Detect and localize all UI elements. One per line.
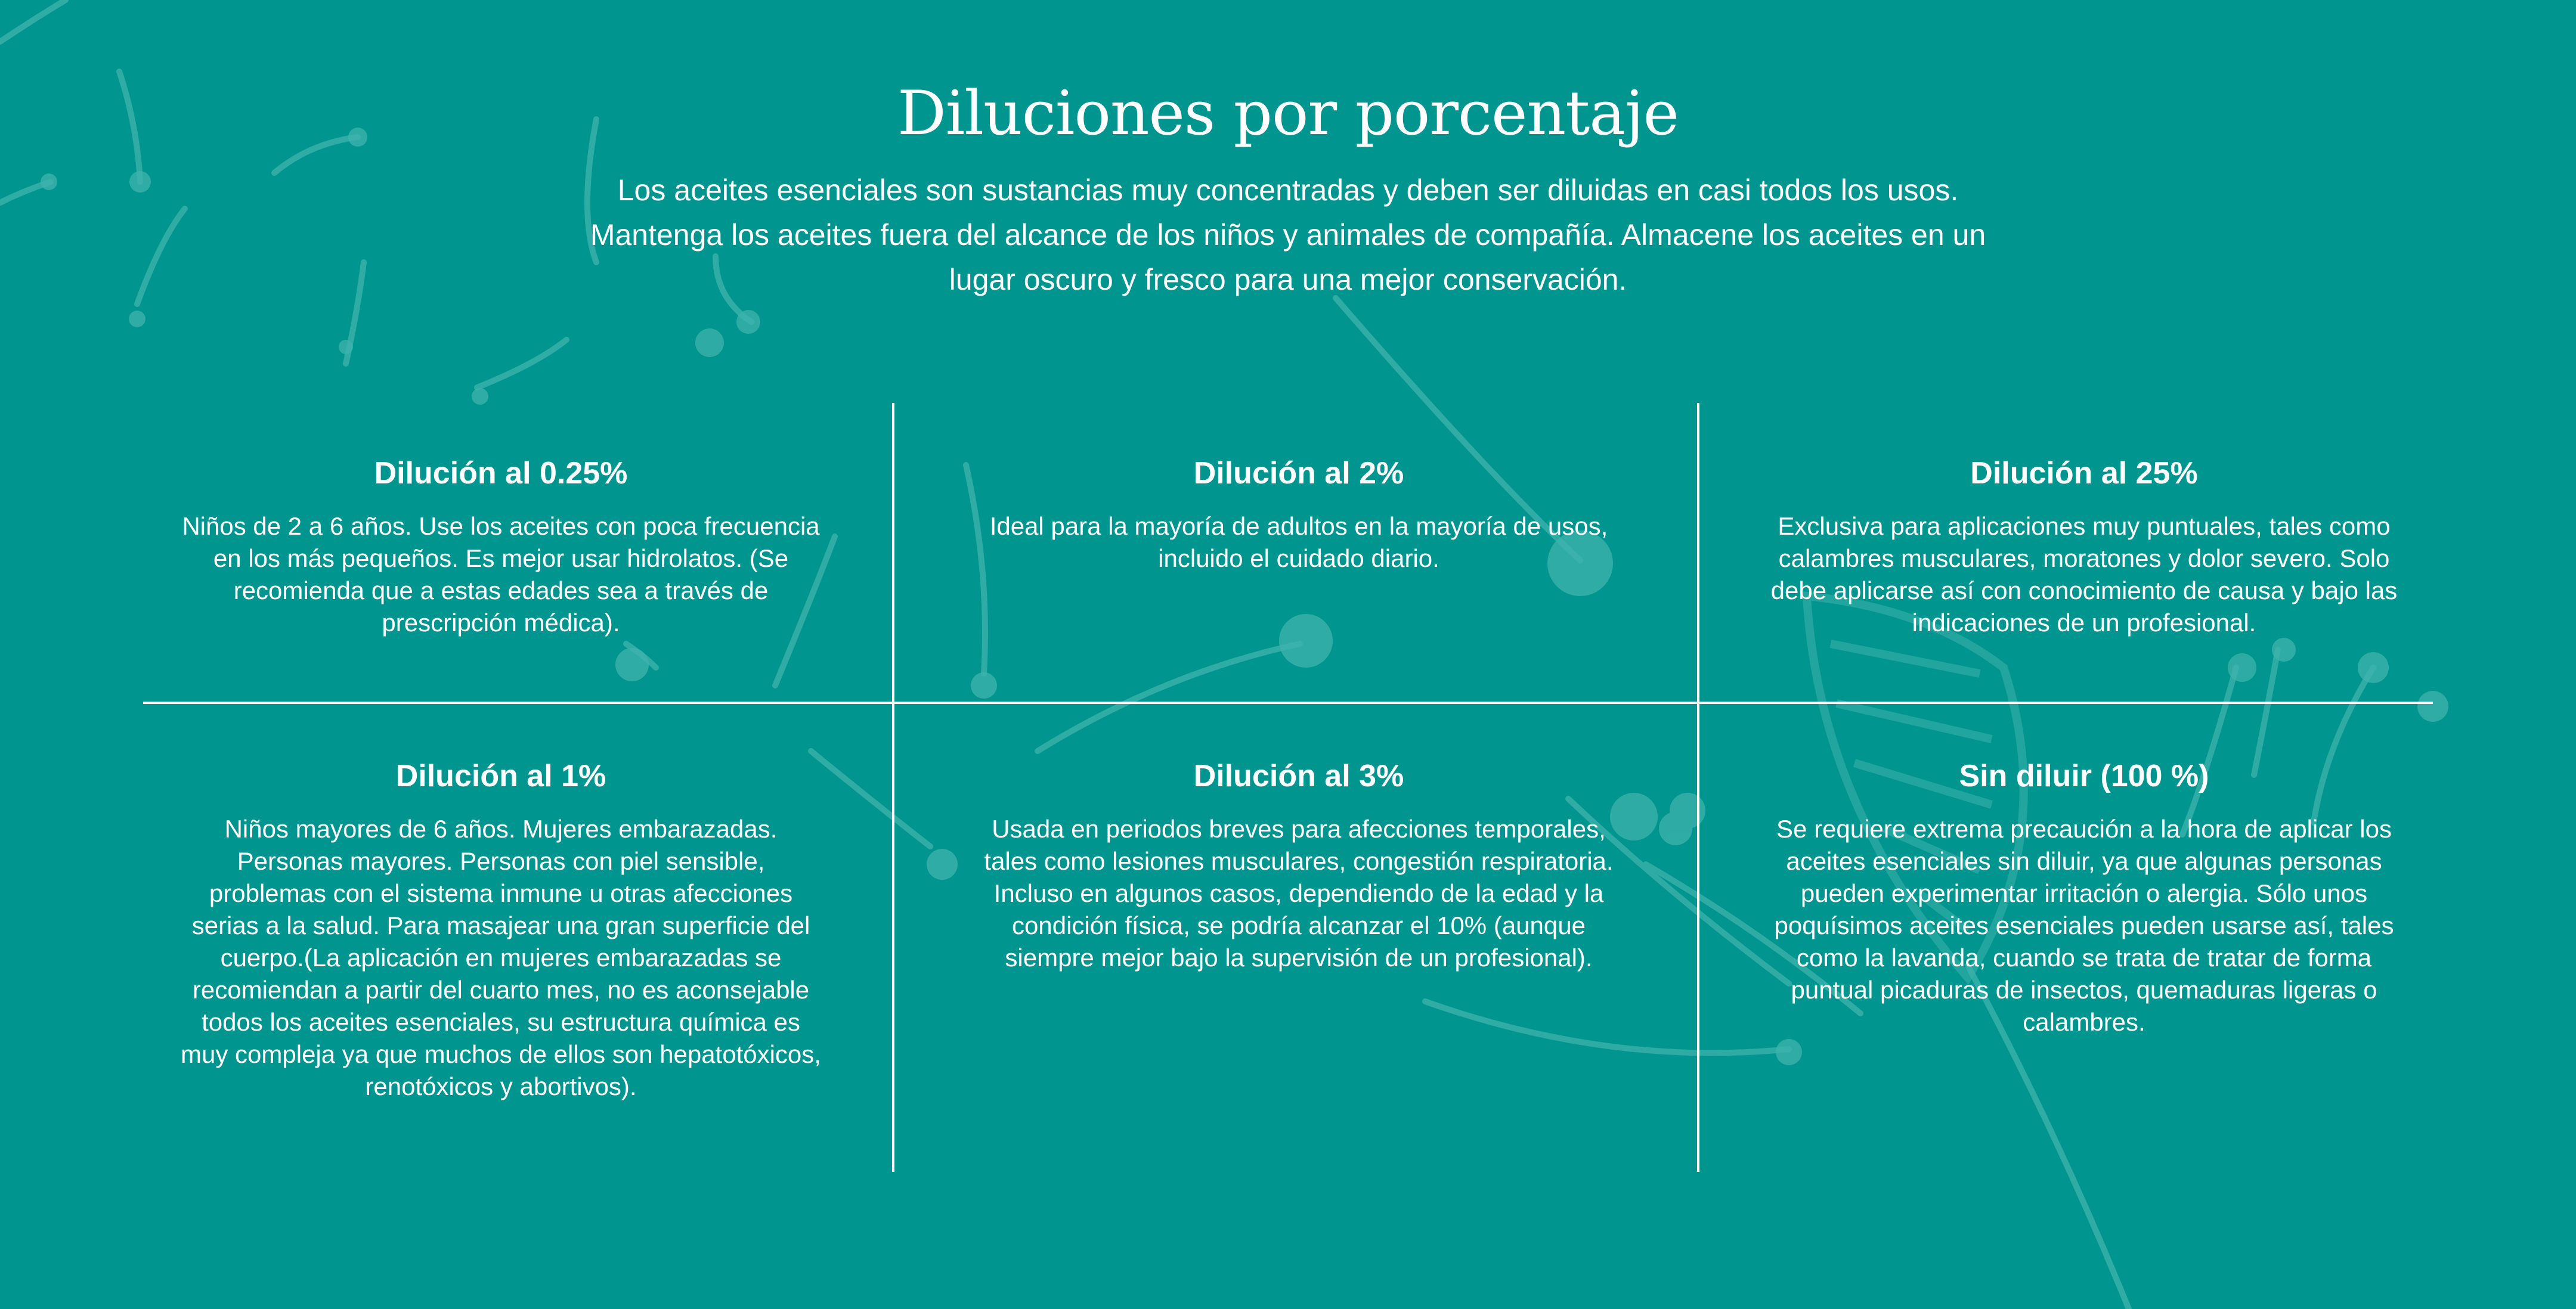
grid-divider-vertical-1: [892, 403, 894, 1172]
card-title: Dilución al 3%: [1193, 759, 1404, 793]
intro-text: Los aceites esenciales son sustancias muy concentradas y deben ser diluidas en casi todos los usos. Mantenga los aceites fuera del alcance de los niños y animales de compañía. Almacene los aceites en un lugar oscuro y fresco para una mejor conservación.: [590, 173, 1986, 297]
header: [0, 77, 2576, 302]
card-title: Dilución al 2%: [1193, 456, 1404, 491]
card-title: Sin diluir (100 %): [1959, 759, 2209, 793]
card-title: Dilución al 1%: [395, 759, 606, 793]
card-title: Dilución al 0.25%: [374, 456, 628, 491]
card-title: Dilución al 25%: [1970, 456, 2198, 491]
card-text: Ideal para la mayoría de adultos en la mayoría de usos, incluido el cuidado diario.: [989, 512, 1608, 572]
page-title: Diluciones por porcentaje: [897, 78, 1679, 149]
dilution-card-0-25: [179, 454, 823, 639]
dilution-card-undiluted: [1759, 757, 2409, 1038]
dilution-card-3: [966, 757, 1631, 974]
dilution-card-25: [1759, 454, 2409, 639]
card-text: Usada en periodos breves para afecciones temporales, tales como lesiones musculares, congestión respiratoria. Incluso en algunos casos, dependiendo de la edad y la condición física, se podría alcanzar el 10% (aunque siempre mejor bajo la supervisión de un profesional).: [984, 815, 1614, 972]
dilution-card-1: [179, 757, 823, 1103]
card-text: Exclusiva para aplicaciones muy puntuales, tales como calambres musculares, moratones y dolor severo. Solo debe aplicarse así con conocimiento de causa y bajo las indicaciones de un profesional.: [1770, 512, 2398, 637]
card-text: Niños de 2 a 6 años. Use los aceites con poca frecuencia en los más pequeños. Es mejor usar hidrolatos. (Se recomienda que a estas edades sea a través de prescripción médica).: [182, 512, 820, 637]
grid-divider-vertical-2: [1697, 403, 1699, 1172]
card-text: Niños mayores de 6 años. Mujeres embarazadas. Personas mayores. Personas con piel sensible, problemas con el sistema inmune u otras afecciones serias a la salud. Para masajear una gran superficie del cuerpo.(La aplicación en mujeres embarazadas se recomiendan a partir del cuarto mes, no es aconsejable todos los aceites esenciales, su estructura química es muy compleja ya que muchos de ellos son hepatotóxicos, renotóxicos y abortivos).: [181, 815, 821, 1100]
grid-divider-horizontal: [143, 702, 2433, 704]
dilution-card-2: [966, 454, 1631, 575]
card-text: Se requiere extrema precaución a la hora de aplicar los aceites esenciales sin diluir, ya que algunas personas pueden experimentar irritación o alergia. Sólo unos poquísimos aceites esenciales pueden usarse así, tales como la lavanda, cuando se trata de tratar de forma puntual picaduras de insectos, quemaduras ligeras o calambres.: [1774, 815, 2394, 1036]
